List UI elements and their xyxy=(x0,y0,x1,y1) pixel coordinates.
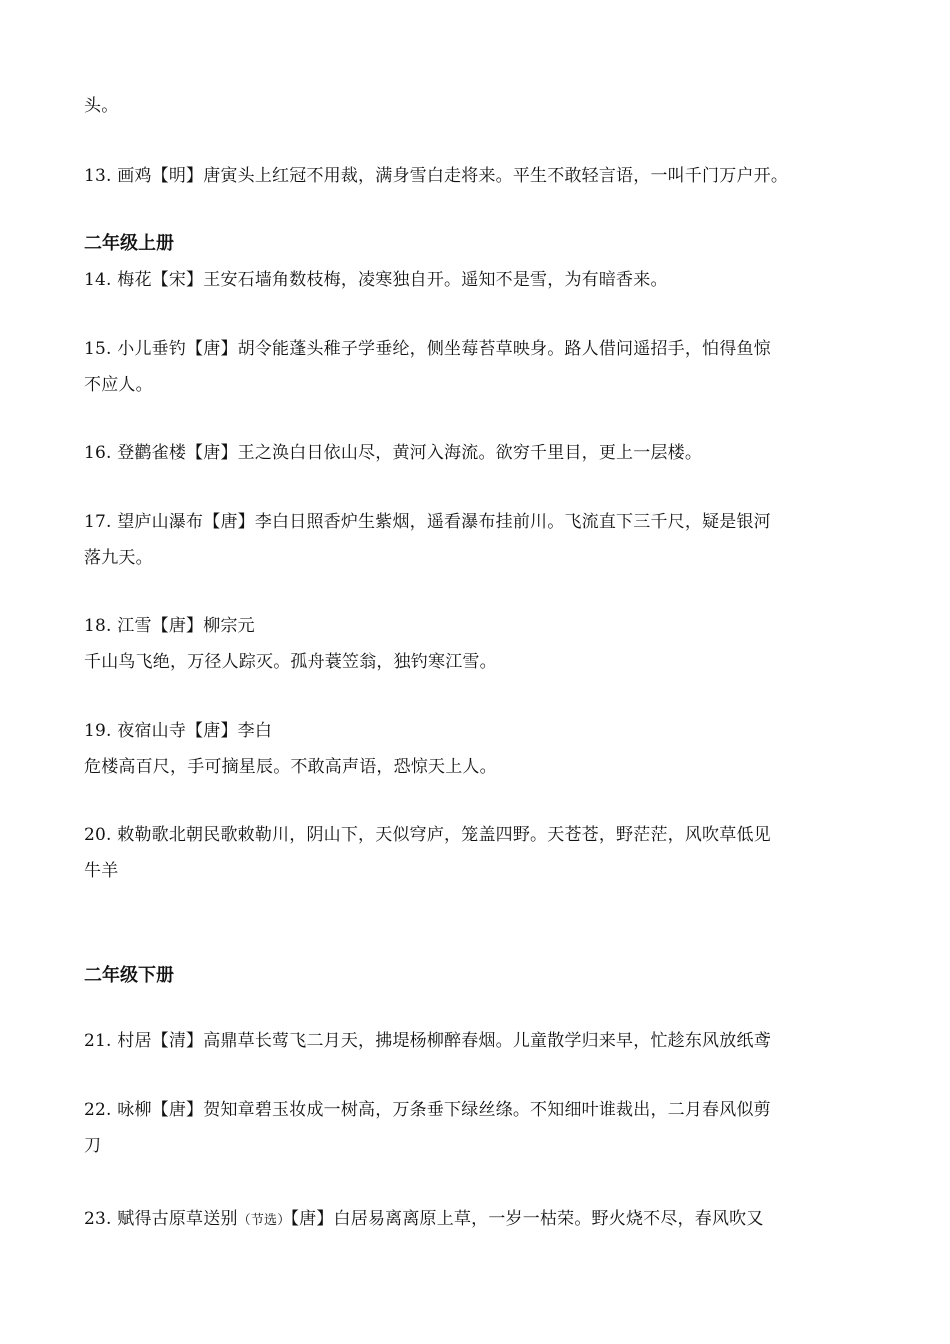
poem-23 xyxy=(84,1208,764,1232)
section-heading-grade2-vol2: 二年级下册 xyxy=(84,965,174,986)
poem-19-title: 19. 夜宿山寺【唐】李白 xyxy=(84,721,273,741)
poem-21: 21. 村居【清】高鼎草长莺飞二月天，拂堤杨柳醉春烟。儿童散学归来早，忙趁东风放纸鸢 xyxy=(84,1031,771,1051)
poem-16: 16. 登鹳雀楼【唐】王之涣白日依山尽，黄河入海流。欲穷千里目，更上一层楼。 xyxy=(84,443,703,463)
poem-17: 17. 望庐山瀑布【唐】李白日照香炉生紫烟，遥看瀑布挂前川。飞流直下三千尺，疑是银河 xyxy=(84,512,771,532)
text-line-continuation: 头。 xyxy=(84,96,119,116)
poem-20-cont: 牛羊 xyxy=(84,861,119,881)
poem-17-cont: 落九天。 xyxy=(84,548,153,568)
poem-14: 14. 梅花【宋】王安石墙角数枝梅，凌寒独自开。遥知不是雪，为有暗香来。 xyxy=(84,270,668,290)
poem-15: 15. 小儿垂钓【唐】胡令能蓬头稚子学垂纶，侧坐莓苔草映身。路人借问遥招手，怕得鱼惊 xyxy=(84,339,771,359)
poem-19-body: 危楼高百尺，手可摘星辰。不敢高声语，恐惊天上人。 xyxy=(84,757,497,777)
poem-13: 13. 画鸡【明】唐寅头上红冠不用裁，满身雪白走将来。平生不敢轻言语，一叫千门万户开。 xyxy=(84,166,789,186)
poem-23-note: （节选） xyxy=(237,1213,291,1228)
section-heading-grade2-vol1: 二年级上册 xyxy=(84,233,174,254)
poem-15-cont: 不应人。 xyxy=(84,375,153,395)
poem-18-body: 千山鸟飞绝，万径人踪灭。孤舟蓑笠翁，独钓寒江雪。 xyxy=(84,652,497,672)
poem-22-cont: 刀 xyxy=(84,1136,102,1156)
poem-23-suffix: 【唐】白居易离离原上草，一岁一枯荣。野火烧不尽，春风吹又 xyxy=(290,1209,764,1229)
poem-20: 20. 敕勒歌北朝民歌敕勒川，阴山下，天似穹庐，笼盖四野。天苍苍，野茫茫，风吹草低见 xyxy=(84,825,771,845)
poem-22: 22. 咏柳【唐】贺知章碧玉妆成一树高，万条垂下绿丝绦。不知细叶谁裁出，二月春风似剪 xyxy=(84,1100,771,1120)
poem-18-title: 18. 江雪【唐】柳宗元 xyxy=(84,616,255,636)
poem-23-prefix: 23. 赋得古原草送别 xyxy=(84,1209,238,1229)
